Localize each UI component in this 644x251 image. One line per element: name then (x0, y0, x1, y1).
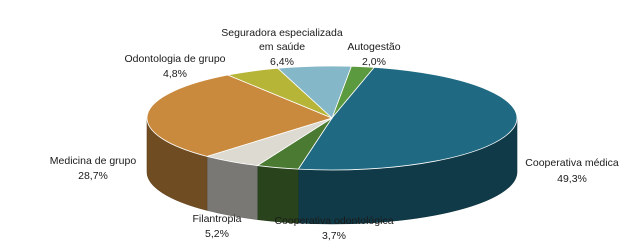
label-odontologia-name: Odontologia de grupo (124, 53, 226, 65)
label-cooperativa-odontologica (274, 215, 393, 242)
label-filantropia (192, 213, 241, 240)
label-cooperativa-medica (525, 157, 619, 185)
label-seguradora-value: 6,4% (270, 56, 294, 68)
label-autogestao-name: Autogestão (347, 41, 401, 53)
label-cooperativa-odontologica-name: Cooperativa odontológica (274, 215, 394, 227)
label-filantropia-name: Filantropia (192, 213, 242, 225)
label-autogestao-value: 2,0% (362, 56, 386, 68)
label-odontologia (125, 53, 226, 80)
label-filantropia-value: 5,2% (205, 228, 229, 240)
label-medicina (50, 155, 137, 182)
label-autogestao (347, 41, 400, 68)
pie-tops (147, 66, 517, 170)
label-cooperativa-odontologica-value: 3,7% (322, 230, 346, 242)
label-odontologia-value: 4,8% (163, 68, 187, 80)
label-seguradora (221, 27, 343, 68)
label-cooperativa-medica-name: Cooperativa médica (525, 157, 619, 169)
label-medicina-name: Medicina de grupo (49, 155, 137, 167)
label-medicina-value: 28,7% (78, 170, 108, 182)
label-cooperativa-medica-value: 49,3% (557, 173, 587, 185)
label-seguradora-name-line1: Seguradora especializada (221, 27, 343, 39)
label-seguradora-name-line2: em saúde (258, 41, 306, 53)
pie-side-filantropia (207, 156, 257, 219)
